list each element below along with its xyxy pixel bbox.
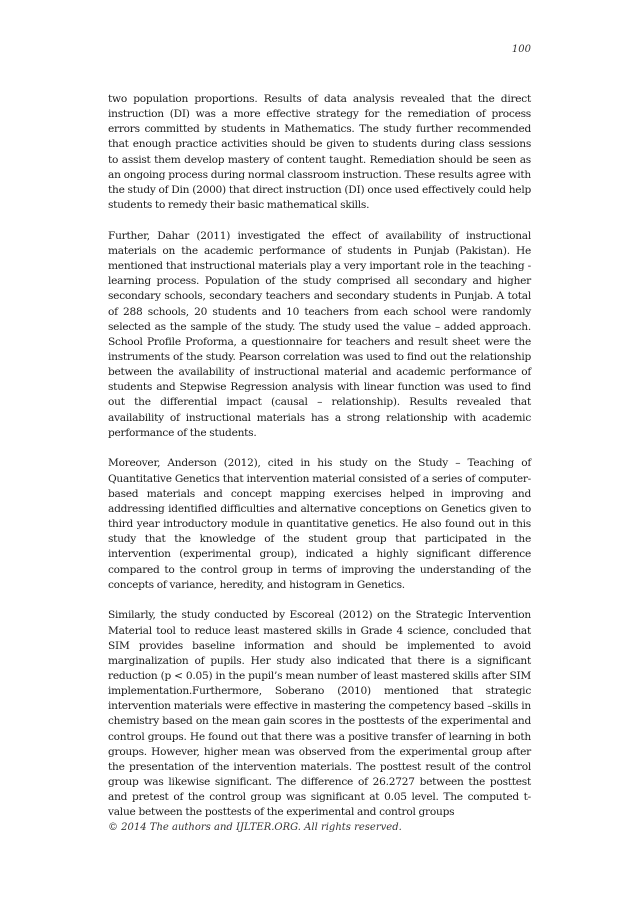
body-text xyxy=(108,92,531,836)
paragraph-1: two population proportions. Results of data analysis revealed that the direct instruction (DI) was a more effective strategy for the remediation of process errors committed by students in Mathematics. The study further recommended that enough practice activities should be given to students during class sessions to assist them develop mastery of content taught. Remediation should be seen as an ongoing process during normal classroom instruction. These results agree with the study of Din (2000) that direct instruction (DI) once used effectively could help students to remedy their basic mathematical skills. xyxy=(108,93,531,212)
page-number: 100 xyxy=(511,44,531,55)
paragraph-3: Moreover, Anderson (2012), cited in his study on the Study – Teaching of Quantitative Genetics that intervention material consisted of a series of computer-based materials and concept mapping exercises helped in improving and addressing identified difficulties and alternative conceptions on Genetics given to third year introductory module in quantitative genetics. He also found out in this study that the knowledge of the student group that participated in the intervention (experimental group), indicated a highly significant difference compared to the control group in terms of improving the understanding of the concepts of variance, heredity, and histogram in Genetics. xyxy=(108,457,531,591)
copyright-footer: © 2014 The authors and IJLTER.ORG. All rights reserved. xyxy=(108,822,402,833)
paragraph-2: Further, Dahar (2011) investigated the effect of availability of instructional materials on the academic performance of students in Punjab (Pakistan). He mentioned that instructional materials play a very important role in the teaching - learning process. Population of the study comprised all secondary and higher secondary schools, secondary teachers and secondary students in Punjab. A total of 288 schools, 20 students and 10 teachers from each school were randomly selected as the sample of the study. The study used the value – added approach. School Profile Proforma, a questionnaire for teachers and result sheet were the instruments of the study. Pearson correlation was used to find out the relationship between the availability of instructional material and academic performance of students and Stepwise Regression analysis with linear function was used to find out the differential impact (causal – relationship). Results revealed that availability of instructional materials has a strong relationship with academic performance of the students. xyxy=(108,229,531,439)
paragraph-4: Similarly, the study conducted by Escoreal (2012) on the Strategic Intervention Material tool to reduce least mastered skills in Grade 4 science, concluded that SIM provides baseline information and should be implemented to avoid marginalization of pupils. Her study also indicated that there is a significant reduction (p < 0.05) in the pupil’s mean number of least mastered skills after SIM implementation.Furthermore, Soberano (2010) mentioned that strategic intervention materials were effective in mastering the competency based –skills in chemistry based on the mean gain scores in the posttests of the experimental and control groups. He found out that there was a positive transfer of learning in both groups. However, higher mean was observed from the experimental group after the presentation of the intervention materials. The posttest result of the control group was likewise significant. The difference of 26.2727 between the posttest and pretest of the control group was significant at 0.05 level. The computed t-value between the posttests of the experimental and control groups xyxy=(108,609,531,819)
